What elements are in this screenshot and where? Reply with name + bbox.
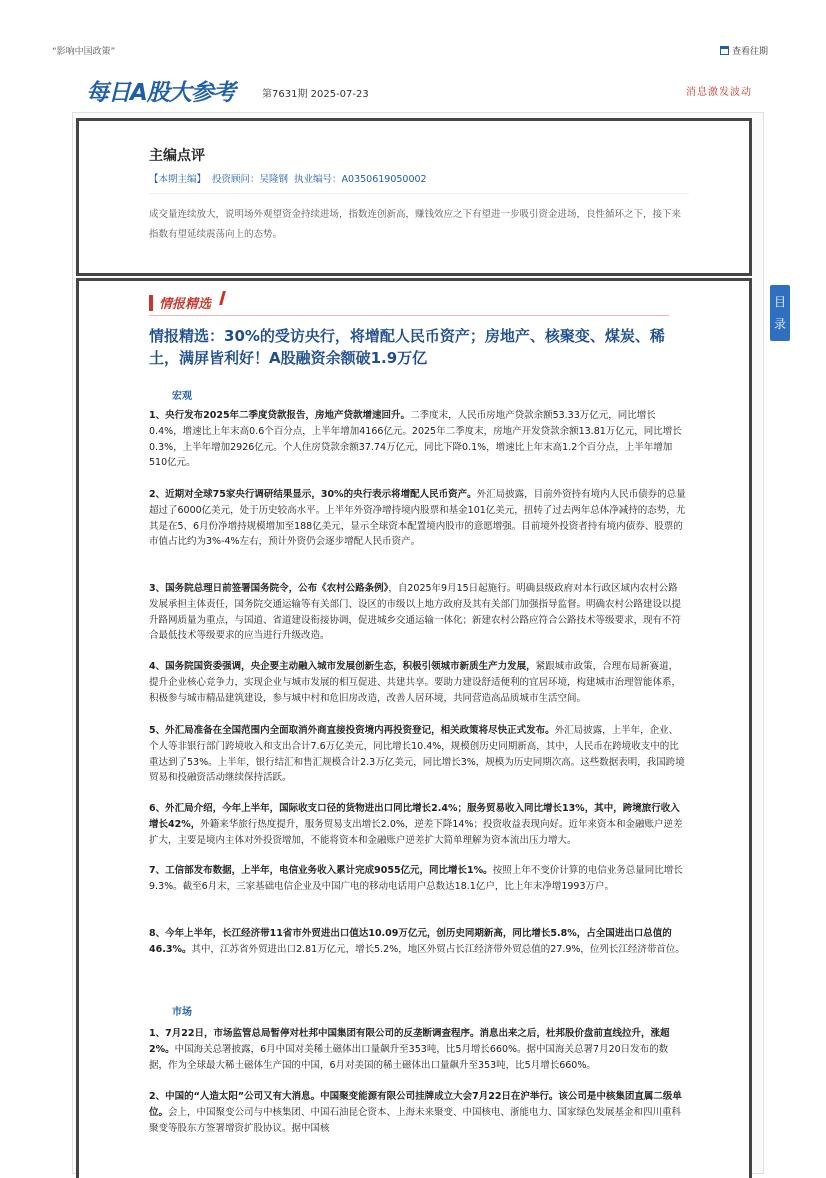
issue-info: 第7631期 2025-07-23 bbox=[262, 89, 369, 100]
section-banner bbox=[149, 291, 669, 313]
intel-headline: 情报精选：30%的受访央行，将增配人民币资产；房地产、核聚变、煤炭、稀土，满屏皆利好！A股融资余额破1.9万亿 bbox=[149, 327, 665, 367]
news-item: 3、国务院总理日前签署国务院令，公布《农村公路条例》，自2025年9月15日起施行。明确县级政府对本行政区域内农村公路发展承担主体责任，国务院交通运输等有关部门、设区的市级以上地方政府及其有关部门加强指导监督。明确农村公路建设以提升路网质量为重点，与国道、省道建设衔接协调，促进城乡交通运输一体化；新建农村公路应符合公路技术等级要求，现有不符合最低技术等级要求的应当进行升级改造。 bbox=[149, 583, 682, 642]
banner-tail bbox=[219, 291, 226, 305]
editor-comment: 成交量连续放大，说明场外观望资金持续进场，指数连创新高，赚钱效应之下有望进一步吸引资金进场，良性循环之下，接下来指数有望延续震荡向上的态势。 bbox=[149, 209, 682, 240]
news-item: 1、央行发布2025年二季度贷款报告，房地产贷款增速回升。二季度末，人民币房地产贷款余额53.33万亿元，同比增长0.4%，增速比上年末高0.6个百分点，上半年增加4166亿元。2025年二季度末，房地产开发贷款余额13.81万亿元，同比增长0.3%，上半年增加2926亿元。个人住房贷款余额37.74万亿元，同比下降0.1%，增速比上年末高1.2个百分点，上半年增加510亿元。 bbox=[149, 410, 682, 469]
news-item: 2、近期对全球75家央行调研结果显示，30%的央行表示将增配人民币资产。外汇局披露，目前外资持有境内人民币债券的总量超过了6000亿美元，处于历史较高水平。上半年外资净增持境内股票和基金101亿美元，扭转了过去两年总体净减持的态势，尤其是在5、6月份净增持规模增加至188亿美元，显示全球资本配置境内股市的意愿增强。目前境外投资者持有境内债券、股票的市值占比约为3%-4%左右，预计外资仍会逐步增配人民币资产。 bbox=[149, 489, 686, 548]
logo: 每日A股大参考 bbox=[86, 80, 235, 106]
news-item: 6、外汇局介绍，今年上半年，国际收支口径的货物进出口同比增长2.4%；服务贸易收入同比增长13%，其中，跨境旅行收入增长42%，外籍来华旅行热度提升，服务贸易支出增长2.0%，逆差下降14%；投资收益表现向好。近年来资本和金融账户逆差扩大，主要是境内主体对外投资增加，不能将资本和金融账户逆差扩大简单理解为资本流出压力增大。 bbox=[149, 803, 683, 846]
editor-comment-card bbox=[76, 118, 752, 276]
view-past-issues-link[interactable] bbox=[720, 44, 768, 57]
banner-title: 情报精选 bbox=[159, 297, 212, 312]
view-past-label: 查看往期 bbox=[731, 47, 768, 57]
banner-line bbox=[149, 315, 669, 316]
tagline: “影响中国政策” bbox=[52, 47, 116, 57]
editor-meta bbox=[149, 171, 433, 185]
masthead bbox=[72, 68, 762, 112]
divider bbox=[149, 193, 689, 194]
news-item: 1、7月22日，市场监管总局暂停对杜邦中国集团有限公司的反垄断调查程序。消息出来之后，杜邦股价盘前直线拉升，涨超2%。中国海关总署披露，6月中国对美稀土磁体出口量飙升至353吨，比5月增长660%。据中国海关总署7月20日发布的数据，作为全球最大稀土磁体生产国的中国，6月对美国的稀土磁体出口量飙升至353吨，比5月增长660%。 bbox=[149, 1028, 670, 1071]
toc-tab[interactable]: 目录 bbox=[770, 285, 790, 341]
banner-bar bbox=[149, 295, 153, 311]
news-item: 8、今年上半年，长江经济带11省市外贸进出口值达10.09万亿元，创历史同期新高，同比增长5.8%，占全国进出口总值的46.3%。其中，江苏省外贸进出口2.81万亿元，增长5.2%，地区外贸占长江经济带外贸总值的27.9%，位列长江经济带首位。 bbox=[149, 928, 685, 955]
calendar-icon bbox=[720, 46, 729, 55]
intel-card bbox=[76, 278, 752, 1178]
editor-title: 主编点评 bbox=[149, 148, 205, 164]
news-item: 4、国务院国资委强调，央企要主动融入城市发展创新生态，积极引领城市新质生产力发展，紧跟城市政策，合理布局新赛道，提升企业核心竞争力，实现企业与城市发展的相互促进、共建共享。要助力建设舒适便利的宜居环境，构建城市治理智能体系，积极参与城市精品建筑建设，参与城中村和危旧房改造，改善人居环境，共同营造高品质城市生活空间。 bbox=[149, 661, 682, 704]
news-item: 2、中国的“人造太阳”公司又有大消息。中国聚变能源有限公司挂牌成立大会7月22日在沪举行。该公司是中核集团直属二级单位。会上，中国聚变公司与中核集团、中国石油昆仑资本、上海未来聚变、中国核电、浙能电力、国家绿色发展基金和四川重科聚变等股东方签署增资扩股协议。据中国核 bbox=[149, 1091, 682, 1134]
editor-license: 执业编号：A0350619050002 bbox=[294, 174, 427, 185]
editor-advisor: 投资顾问：吴隆钢 bbox=[212, 174, 289, 185]
news-item: 5、外汇局准备在全国范围内全面取消外商直接投资境内再投资登记，相关政策将尽快正式发布。外汇局披露，上半年，企业、个人等非银行部门跨境收入和支出合计7.6万亿美元，同比增长10.4%，规模创历史同期新高，其中，人民币在跨境收支中的比重达到了53%。上半年，银行结汇和售汇规模合计2.3万亿美元，同比增长3%，规模为历史同期次高。这些数据表明，我国跨境贸易和投融资活动继续保持活跃。 bbox=[149, 725, 685, 784]
top-bar bbox=[0, 0, 826, 70]
editor-role: 【本期主编】 bbox=[149, 174, 207, 185]
category-market: 市场 bbox=[172, 1007, 192, 1018]
category-macro: 宏观 bbox=[172, 391, 192, 402]
news-item: 7、工信部发布数据，上半年，电信业务收入累计完成9055亿元，同比增长1%。按照上年不变价计算的电信业务总量同比增长9.3%。截至6月末，三家基础电信企业及中国广电的移动电话用户总数达18.1亿户，比上年末净增1993万户。 bbox=[149, 865, 683, 892]
slogan: 消息激发波动 bbox=[686, 87, 752, 98]
